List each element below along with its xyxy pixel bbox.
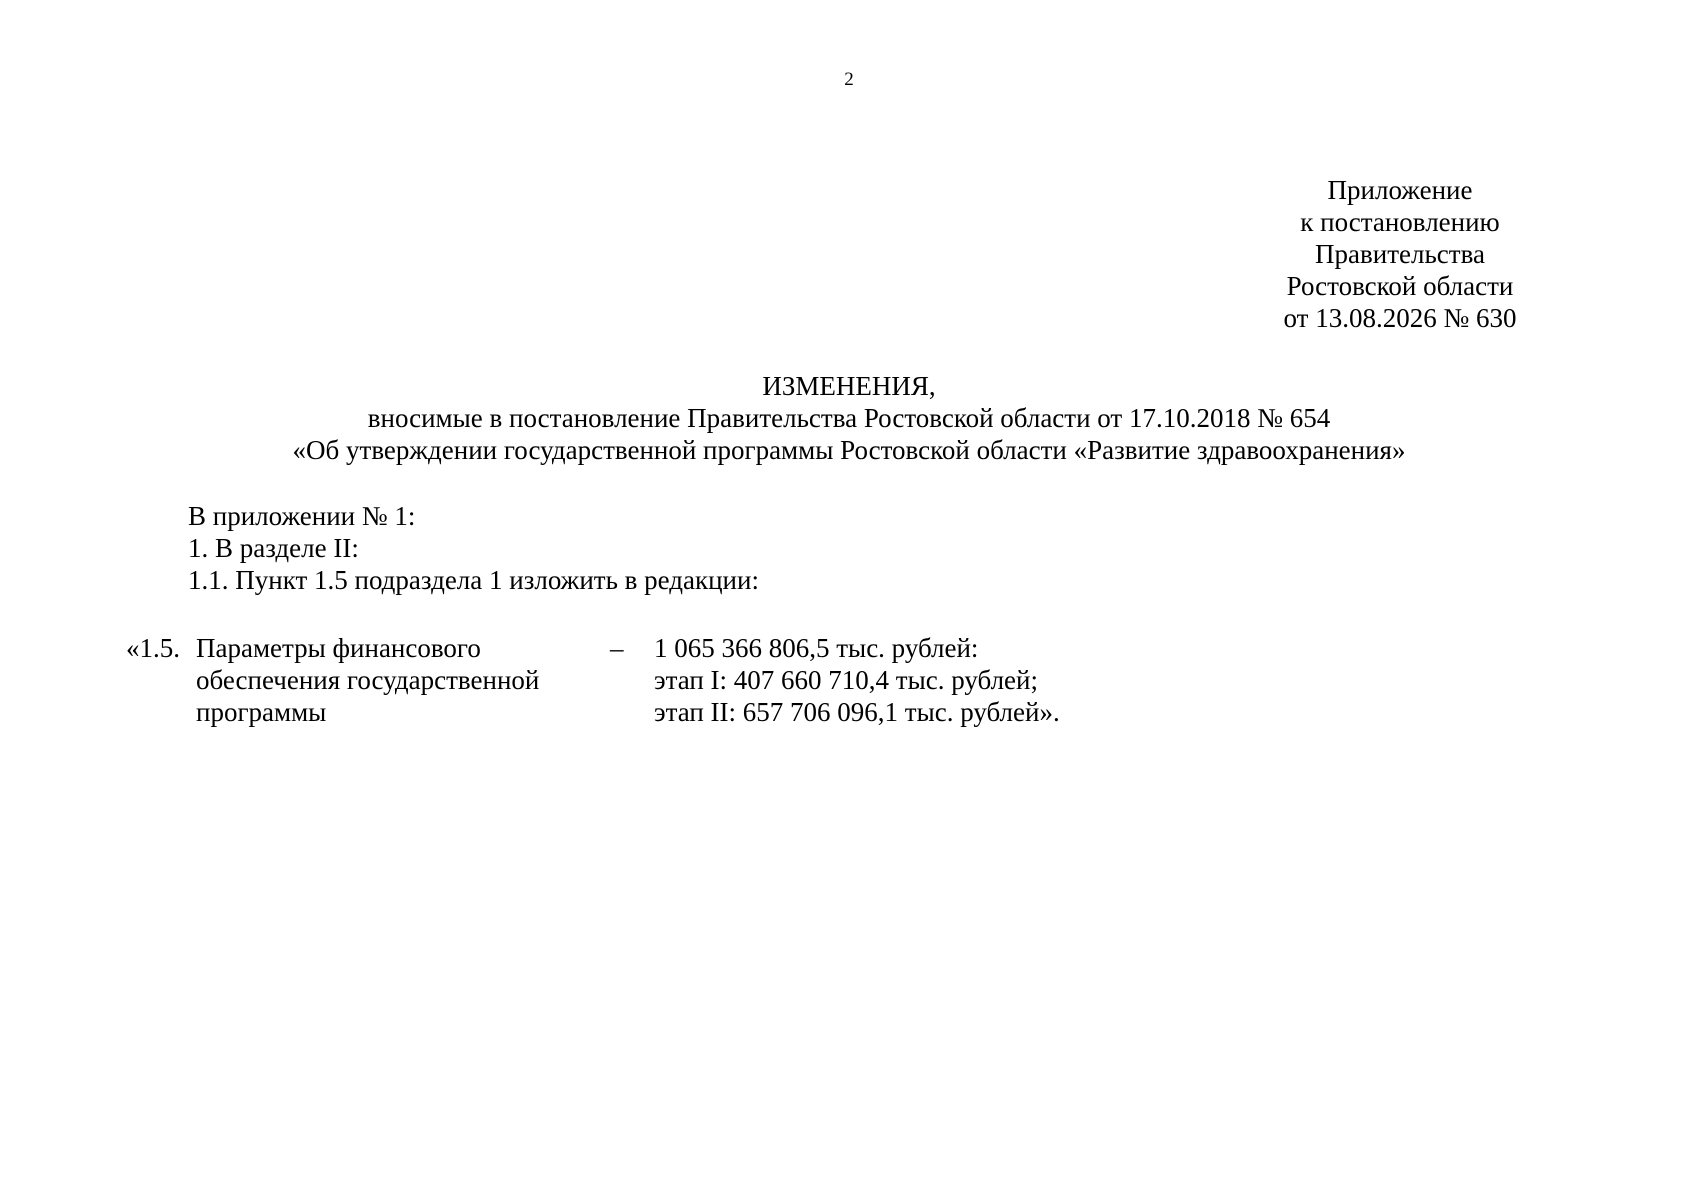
appendix-line: от 13.08.2026 № 630: [1283, 303, 1517, 333]
param-value-line: этап I: 407 660 710,4 тыс. рублей;: [654, 665, 1038, 695]
appendix-block: [1260, 174, 1540, 334]
appendix-line: Правительства: [1315, 239, 1485, 269]
body-paragraph: В приложении № 1:: [188, 501, 416, 531]
body-paragraph: 1. В разделе II:: [188, 533, 359, 563]
body-paragraph: 1.1. Пункт 1.5 подраздела 1 изложить в редакции:: [188, 565, 759, 595]
param-value-line: этап II: 657 706 096,1 тыс. рублей».: [654, 697, 1060, 727]
param-label-line: программы: [196, 697, 327, 727]
param-values: [654, 632, 1060, 728]
appendix-line: Приложение: [1327, 175, 1473, 205]
heading-program-title: «Об утверждении государственной программы Ростовской области «Развитие здравоохранения»: [292, 435, 1406, 465]
appendix-line: к постановлению: [1300, 207, 1500, 237]
param-label-line: Параметры финансового: [196, 633, 481, 663]
heading-subtitle: вносимые в постановление Правительства Ростовской области от 17.10.2018 № 654: [367, 403, 1331, 433]
param-value-line: 1 065 366 806,5 тыс. рублей:: [654, 633, 979, 663]
param-number: «1.5.: [126, 633, 180, 663]
page-number: 2: [844, 69, 854, 90]
param-label: [196, 632, 539, 728]
param-dash: –: [610, 633, 624, 663]
heading-title: ИЗМЕНЕНИЯ,: [762, 371, 936, 401]
appendix-line: Ростовской области: [1286, 271, 1514, 301]
param-label-line: обеспечения государственной: [196, 665, 540, 695]
body-text: [188, 500, 759, 596]
document-heading: [0, 370, 1698, 466]
